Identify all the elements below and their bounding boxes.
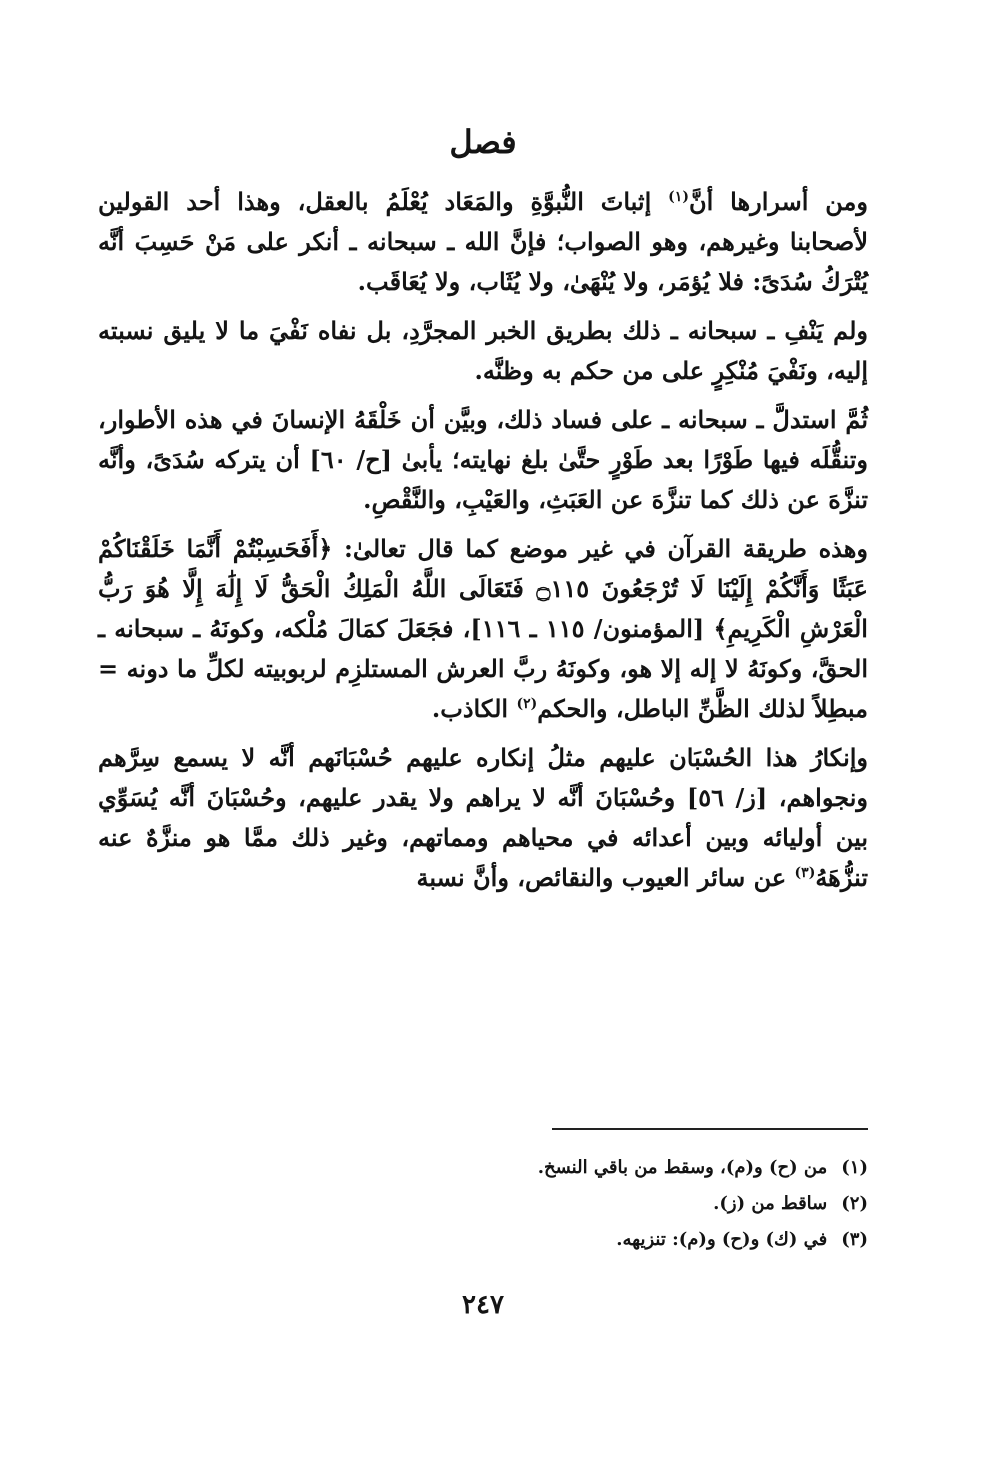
- footnote-text: في (ك) و(ح) و(م): تنزيهه.: [616, 1229, 828, 1250]
- paragraph-1: [98, 182, 868, 302]
- footnote-number: (٣): [841, 1229, 868, 1250]
- footnote-ref-3: (٣): [794, 865, 816, 881]
- quran-verse: ﴿أَفَحَسِبْتُمْ أَنَّمَا خَلَقْنَاكُمْ عَبَثًا وَأَنَّكُمْ إِلَيْنَا لَا تُرْجَعُونَ ۝١١٥ فَتَعَالَى اللَّهُ الْمَلِكُ الْحَقُّ لَا إِلَٰهَ إِلَّا هُوَ رَبُّ الْعَرْشِ الْكَرِيمِ﴾: [98, 534, 868, 643]
- paragraph-4-intro: وهذه طريقة القرآن في غير موضع كما قال تعالىٰ:: [332, 534, 868, 563]
- paragraph-5-text: وإنكارُ هذا الحُسْبَان عليهم مثلُ إنكاره عليهم حُسْبَانَهم أنَّه لا يسمع سِرَّهم ونجواهم، [ز/ ٥٦] وحُسْبَانَ أنَّه لا يراهم ولا يقدر عليهم، وحُسْبَانَ أنَّه يُسَوِّي بين أوليائه وبين أعدائه في محياهم ومماتهم، وغير ذلك ممَّا هو منزَّهٌ عنه تنزُّهَهُ: [98, 743, 869, 892]
- footnote-text: ساقط من (ز).: [713, 1193, 828, 1214]
- footnote-ref-2: (٢): [516, 696, 538, 712]
- footnote-number: (٢): [841, 1193, 868, 1214]
- paragraph-5: [98, 738, 868, 898]
- paragraph-3: ثُمَّ استدلَّ ـ سبحانه ـ على فساد ذلك، وبيَّن أن خَلْقَهُ الإنسانَ في هذه الأطوار، وتنقُّلَه فيها طَوْرًا بعد طَوْرٍ حتَّىٰ بلغ نهايته؛ يأبىٰ [ح/ ٦٠] أن يتركه سُدَىً، وأنَّه تنزَّهَ عن ذلك كما تنزَّهَ عن العَبَثِ، والعَيْبِ، والنَّقْصِ.: [98, 405, 868, 514]
- paragraph-1-text-cont: إثباتَ النُّبوَّةِ والمَعَاد يُعْلَمُ بالعقل، وهذا أحد القولين لأصحابنا وغيرهم، وهو الصواب؛ فإنَّ الله ـ سبحانه ـ أنكر على مَنْ حَسِبَ أنَّه يُتْرَكُ سُدَىً: فلا يُؤمَر، ولا يُنْهَىٰ، ولا يُثَاب، ولا يُعَاقَب.: [98, 187, 868, 296]
- footnote-text: من (ح) و(م)، وسقط من باقي النسخ.: [537, 1157, 828, 1178]
- footnote-ref-1: (١): [668, 189, 689, 205]
- page-number: ٢٤٧: [462, 1290, 504, 1320]
- book-page: [98, 120, 868, 1360]
- paragraph-4-text-cont: الكاذب.: [431, 694, 517, 723]
- paragraph-4: [98, 529, 868, 729]
- paragraph-5-text-cont: عن سائر العيوب والنقائص، وأنَّ نسبة: [416, 863, 795, 892]
- footnote-2: [98, 1186, 868, 1222]
- footnote-1: [98, 1150, 868, 1186]
- footnotes: [98, 1150, 868, 1258]
- paragraph-1-text: ومن أسرارها أنَّ: [688, 187, 868, 216]
- paragraph-4-text: [المؤمنون/ ١١٥ ـ ١١٦]، فجَعَلَ كمَالَ مُلْكه، وكونَهُ ـ سبحانه ـ الحقَّ، وكونَهُ لا إله إلا هو، وكونَهُ ربَّ العرش المستلزِم لربوبيته لكلِّ ما دونه = مبطِلاً لذلك الظَّنِّ الباطل، والحكم: [98, 614, 868, 723]
- paragraph-2: ولم يَنْفِ ـ سبحانه ـ ذلك بطريق الخبر المجرَّدِ، بل نفاه نَفْيَ ما لا يليق نسبته إليه، ونَفْيَ مُنْكِرٍ على من حكم به وظنَّه.: [98, 316, 868, 385]
- footnote-divider: [552, 1128, 868, 1130]
- section-heading: فصل: [449, 123, 517, 161]
- footnote-number: (١): [841, 1157, 868, 1178]
- footnote-3: [98, 1222, 868, 1258]
